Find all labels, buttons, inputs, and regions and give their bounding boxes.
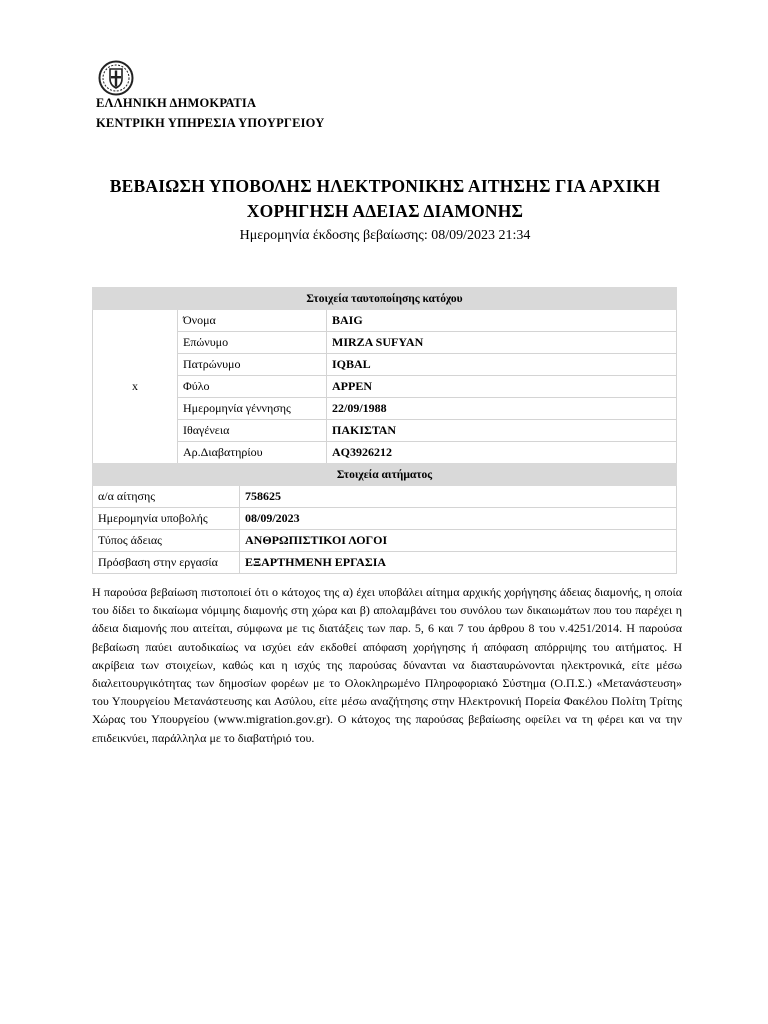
field-value: ΕΞΑΡΤΗΜΕΝΗ ΕΡΓΑΣΙΑ [240, 552, 677, 574]
field-value: BAIG [327, 310, 677, 332]
field-value: 08/09/2023 [240, 508, 677, 530]
field-label: Τύπος άδειας [93, 530, 240, 552]
application-section-title: Στοιχεία αιτήματος [93, 464, 677, 486]
field-label: Όνομα [178, 310, 327, 332]
table-row [93, 332, 677, 354]
table-row [93, 420, 677, 442]
holder-section-title: Στοιχεία ταυτοποίησης κατόχου [93, 288, 677, 310]
field-label: Ιθαγένεια [178, 420, 327, 442]
field-label: Αρ.Διαβατηρίου [178, 442, 327, 464]
field-value: AQ3926212 [327, 442, 677, 464]
field-value: 22/09/1988 [327, 398, 677, 420]
field-label: Φύλο [178, 376, 327, 398]
photo-placeholder: x [93, 310, 178, 464]
field-value: IQBAL [327, 354, 677, 376]
document-title [60, 174, 710, 224]
table-row [93, 376, 677, 398]
field-label: Ημερομηνία υποβολής [93, 508, 240, 530]
holder-section-header [93, 288, 677, 310]
table-row [93, 398, 677, 420]
table-row [93, 552, 677, 574]
table-row [93, 354, 677, 376]
application-table [92, 463, 677, 574]
field-label: Ημερομηνία γέννησης [178, 398, 327, 420]
field-label: α/α αίτησης [93, 486, 240, 508]
field-value: ΑΝΘΡΩΠΙΣΤΙΚΟΙ ΛΟΓΟΙ [240, 530, 677, 552]
table-row [93, 310, 677, 332]
field-value: ΑΡΡΕΝ [327, 376, 677, 398]
greek-coat-of-arms-icon [98, 60, 134, 96]
application-section-header [93, 464, 677, 486]
field-label: Επώνυμο [178, 332, 327, 354]
issue-date: Ημερομηνία έκδοσης βεβαίωσης: 08/09/2023 21:34 [239, 228, 531, 243]
field-value: MIRZA SUFYAN [327, 332, 677, 354]
field-label: Πρόσβαση στην εργασία [93, 552, 240, 574]
table-row [93, 530, 677, 552]
title-line-1: ΒΕΒΑΙΩΣΗ ΥΠΟΒΟΛΗΣ ΗΛΕΚΤΡΟΝΙΚΗΣ ΑΙΤΗΣΗΣ ΓΙΑ ΑΡΧΙΚΗ [109, 176, 661, 196]
table-row [93, 508, 677, 530]
table-row [93, 486, 677, 508]
table-row [93, 442, 677, 464]
title-line-2: ΧΟΡΗΓΗΣΗ ΑΔΕΙΑΣ ΔΙΑΜΟΝΗΣ [246, 201, 524, 221]
org-line-2: ΚΕΝΤΡΙΚΗ ΥΠΗΡΕΣΙΑ ΥΠΟΥΡΓΕΙΟΥ [96, 116, 325, 130]
field-value: 758625 [240, 486, 677, 508]
org-line-1: ΕΛΛΗΝΙΚΗ ΔΗΜΟΚΡΑΤΙΑ [96, 96, 257, 110]
certificate-body-paragraph: Η παρούσα βεβαίωση πιστοποιεί ότι ο κάτοχος της α) έχει υποβάλει αίτημα αρχικής χορήγησης άδειας διαμονής, η οποία του δίδει το δικαίωμα νόμιμης διαμονής στη χώρα και β) απολαμβάνει του συνόλου των δικαιωμάτων που του παρέχει η άδεια διαμονής που αιτείται, σύμφωνα με τις διατάξεις των παρ. 5, 6 και 7 του άρθρου 8 του ν.4251/2014. Η παρούσα βεβαίωση παύει αυτοδικαίως να ισχύει εάν εκδοθεί απόφαση χορήγησης ή απόφαση απόρριψης του αιτήματος. Η ακρίβεια των στοιχείων, καθώς και η ισχύς της παρούσας δύνανται να διασταυρώνονται ηλεκτρονικά, είτε μέσω διαλειτουργικότητας των δημοσίων φορέων με το Ολοκληρωμένο Πληροφοριακό Σύστημα (Ο.Π.Σ.) «Μετανάστευση» του Υπουργείου Μετανάστευσης και Ασύλου, είτε μέσω αναζήτησης στην Ηλεκτρονική Πορεία Φακέλου Πολίτη Τρίτης Χώρας του Υπουργείου (www.migration.gov.gr). Ο κάτοχος της παρούσας βεβαίωσης οφείλει να τη φέρει και να την επιδεικνύει, παράλληλα με το διαβατήριό του. [92, 585, 682, 745]
holder-table [92, 287, 677, 464]
field-label: Πατρώνυμο [178, 354, 327, 376]
field-value: ΠΑΚΙΣΤΑΝ [327, 420, 677, 442]
